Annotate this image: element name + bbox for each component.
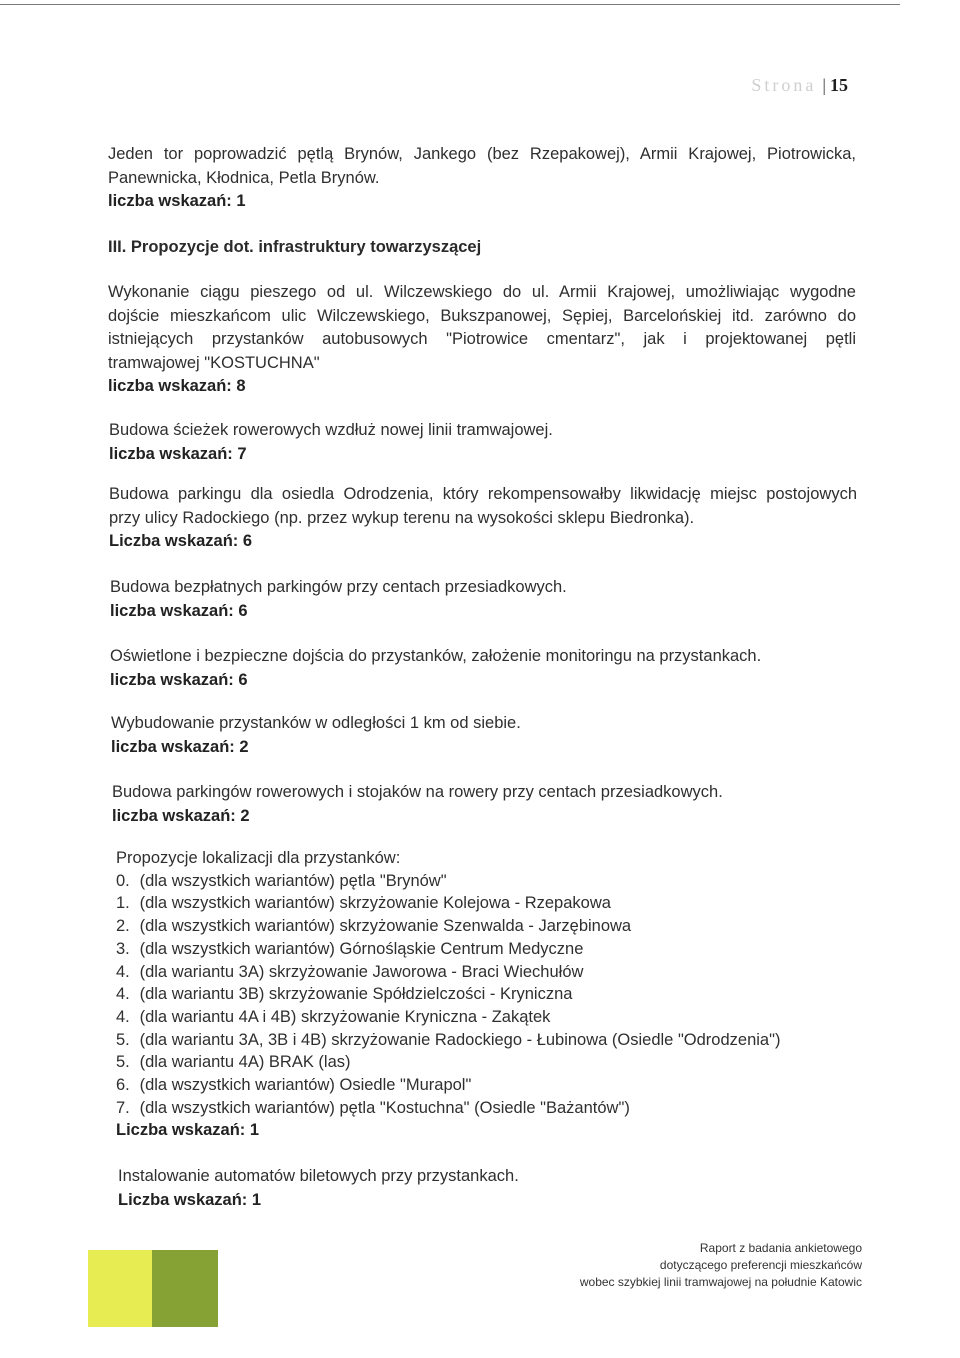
indication-count: liczba wskazań: 7 [109,444,247,463]
stop-number: 7. [116,1098,130,1117]
stop-number: 0. [116,871,130,890]
stop-number: 4. [116,1007,130,1026]
footer-line: dotyczącego preferencji mieszkańców [659,1258,862,1272]
stop-location-item [116,892,864,915]
stop-location-item [116,1097,864,1120]
proposal-item [110,576,858,623]
paragraph-line: Budowa parkingów rowerowych i stojaków na rowery przy centach przesiadkowych. [112,783,723,801]
stop-text: (dla wariantu 3A) skrzyżowanie Jaworowa - Braci Wiechułów [139,962,584,981]
stop-location-item [116,1006,864,1029]
stop-location-item [116,870,864,893]
stop-location-item [116,1029,864,1052]
paragraph-line: Budowa parkingu dla osiedla Odrodzenia, który rekompensowałby likwidację miejsc postojowych [109,485,857,503]
indication-count: liczba wskazań: 1 [108,192,246,210]
indication-count: Liczba wskazań: 6 [109,532,253,550]
section-heading: III. Propozycje dot. infrastruktury towarzyszącej [108,238,482,256]
stop-text: (dla wariantu 4A) BRAK (las) [139,1053,351,1072]
proposal-item [110,645,858,692]
stop-text: (dla wszystkich wariantów) Górnośląskie Centrum Medyczne [139,939,584,958]
paragraph-line: Budowa bezpłatnych parkingów przy centach przesiadkowych. [110,578,567,596]
stop-text: (dla wszystkich wariantów) skrzyżowanie Kolejowa - Rzepakowa [139,894,611,913]
proposal-item [112,781,860,828]
stop-number: 1. [116,894,130,913]
proposal-item [109,483,857,554]
page-separator: | [822,75,826,95]
paragraph-line: dojście mieszkańcom ulic Wilczewskiego, Bukszpanowej, Sępiej, Barcelońskiej itd. zarówno do [108,306,856,325]
paragraph-line: Budowa ścieżek rowerowych wzdłuż nowej linii tramwajowej. [109,421,553,439]
stop-location-item [116,961,864,984]
indication-count: Liczba wskazań: 1 [118,1190,262,1209]
paragraph-line: Oświetlone i bezpieczne dojścia do przystanków, założenie monitoringu na przystankach. [110,647,762,665]
stop-location-item [116,915,864,938]
stop-number: 3. [116,939,130,958]
paragraph-line: Jeden tor poprowadzić pętlą Brynów, Jankego (bez Rzepakowej), Armii Krajowej, Piotrowicka, [108,145,856,163]
proposal-item [108,281,856,399]
paragraph-line: Instalowanie automatów biletowych przy przystankach. [118,1167,519,1185]
stop-text: (dla wariantu 3B) skrzyżowanie Spółdzielczości - Kryniczna [139,985,573,1004]
stop-number: 2. [116,917,130,936]
page-header [751,72,848,98]
stop-number: 4. [116,962,130,981]
stop-location-item [116,1051,864,1074]
stop-text: (dla wariantu 4A i 4B) skrzyżowanie Kryniczna - Zakątek [139,1007,551,1026]
stop-location-item [116,1074,864,1097]
indication-count: liczba wskazań: 2 [111,737,249,756]
stop-number: 5. [116,1053,130,1072]
stop-text: (dla wszystkich wariantów) skrzyżowanie Szenwalda - Jarzębinowa [139,917,632,936]
stop-location-item [116,938,864,961]
proposal-item [109,419,857,466]
intro-paragraph [108,143,856,214]
footer-green-block [152,1250,218,1327]
stop-text: (dla wszystkich wariantów) Osiedle "Murapol" [139,1076,472,1095]
indication-count: liczba wskazań: 8 [108,377,246,395]
stop-text: (dla wszystkich wariantów) pętla "Kostuchna" (Osiedle "Bażantów") [139,1098,630,1117]
proposal-item [118,1165,866,1212]
stop-text: (dla wariantu 3A, 3B i 4B) skrzyżowanie Radockiego - Łubinowa (Osiedle "Odrodzenia") [139,1030,781,1049]
footer-line: Raport z badania ankietowego [699,1241,862,1255]
stop-number: 5. [116,1030,130,1049]
paragraph-line: Wykonanie ciągu pieszego od ul. Wilczewskiego do ul. Armii Krajowej, umożliwiając wygodne [108,283,856,301]
page-label: Strona [751,75,817,95]
stop-locations-block [116,847,864,1142]
stop-number: 4. [116,985,130,1004]
indication-count: Liczba wskazań: 1 [116,1121,260,1140]
stop-locations-intro: Propozycje lokalizacji dla przystanków: [116,849,401,867]
indication-count: liczba wskazań: 6 [110,601,248,620]
stop-text: (dla wszystkich wariantów) pętla "Brynów" [139,871,447,890]
top-border-line [0,4,900,5]
paragraph-line: Panewnicka, Kłodnica, Petla Brynów. [108,168,380,187]
footer-yellow-block [88,1250,152,1327]
stop-number: 6. [116,1076,130,1095]
section-heading-block [108,236,856,260]
paragraph-line: istniejących przystanków autobusowych "Piotrowice cmentarz", jak i projektowanej pętli [108,330,856,348]
indication-count: liczba wskazań: 6 [110,670,248,689]
paragraph-line: tramwajowej "KOSTUCHNA" [108,353,320,372]
footer-report-title [580,1240,862,1291]
paragraph-line: przy ulicy Radockiego (np. przez wykup terenu na wysokości sklepu Biedronka). [109,508,695,527]
stop-location-item [116,983,864,1006]
footer-line: wobec szybkiej linii tramwajowej na południe Katowic [579,1275,862,1289]
indication-count: liczba wskazań: 2 [112,806,250,825]
proposal-item [111,712,859,759]
paragraph-line: Wybudowanie przystanków w odległości 1 km od siebie. [111,714,521,732]
page-number: 15 [830,75,848,95]
